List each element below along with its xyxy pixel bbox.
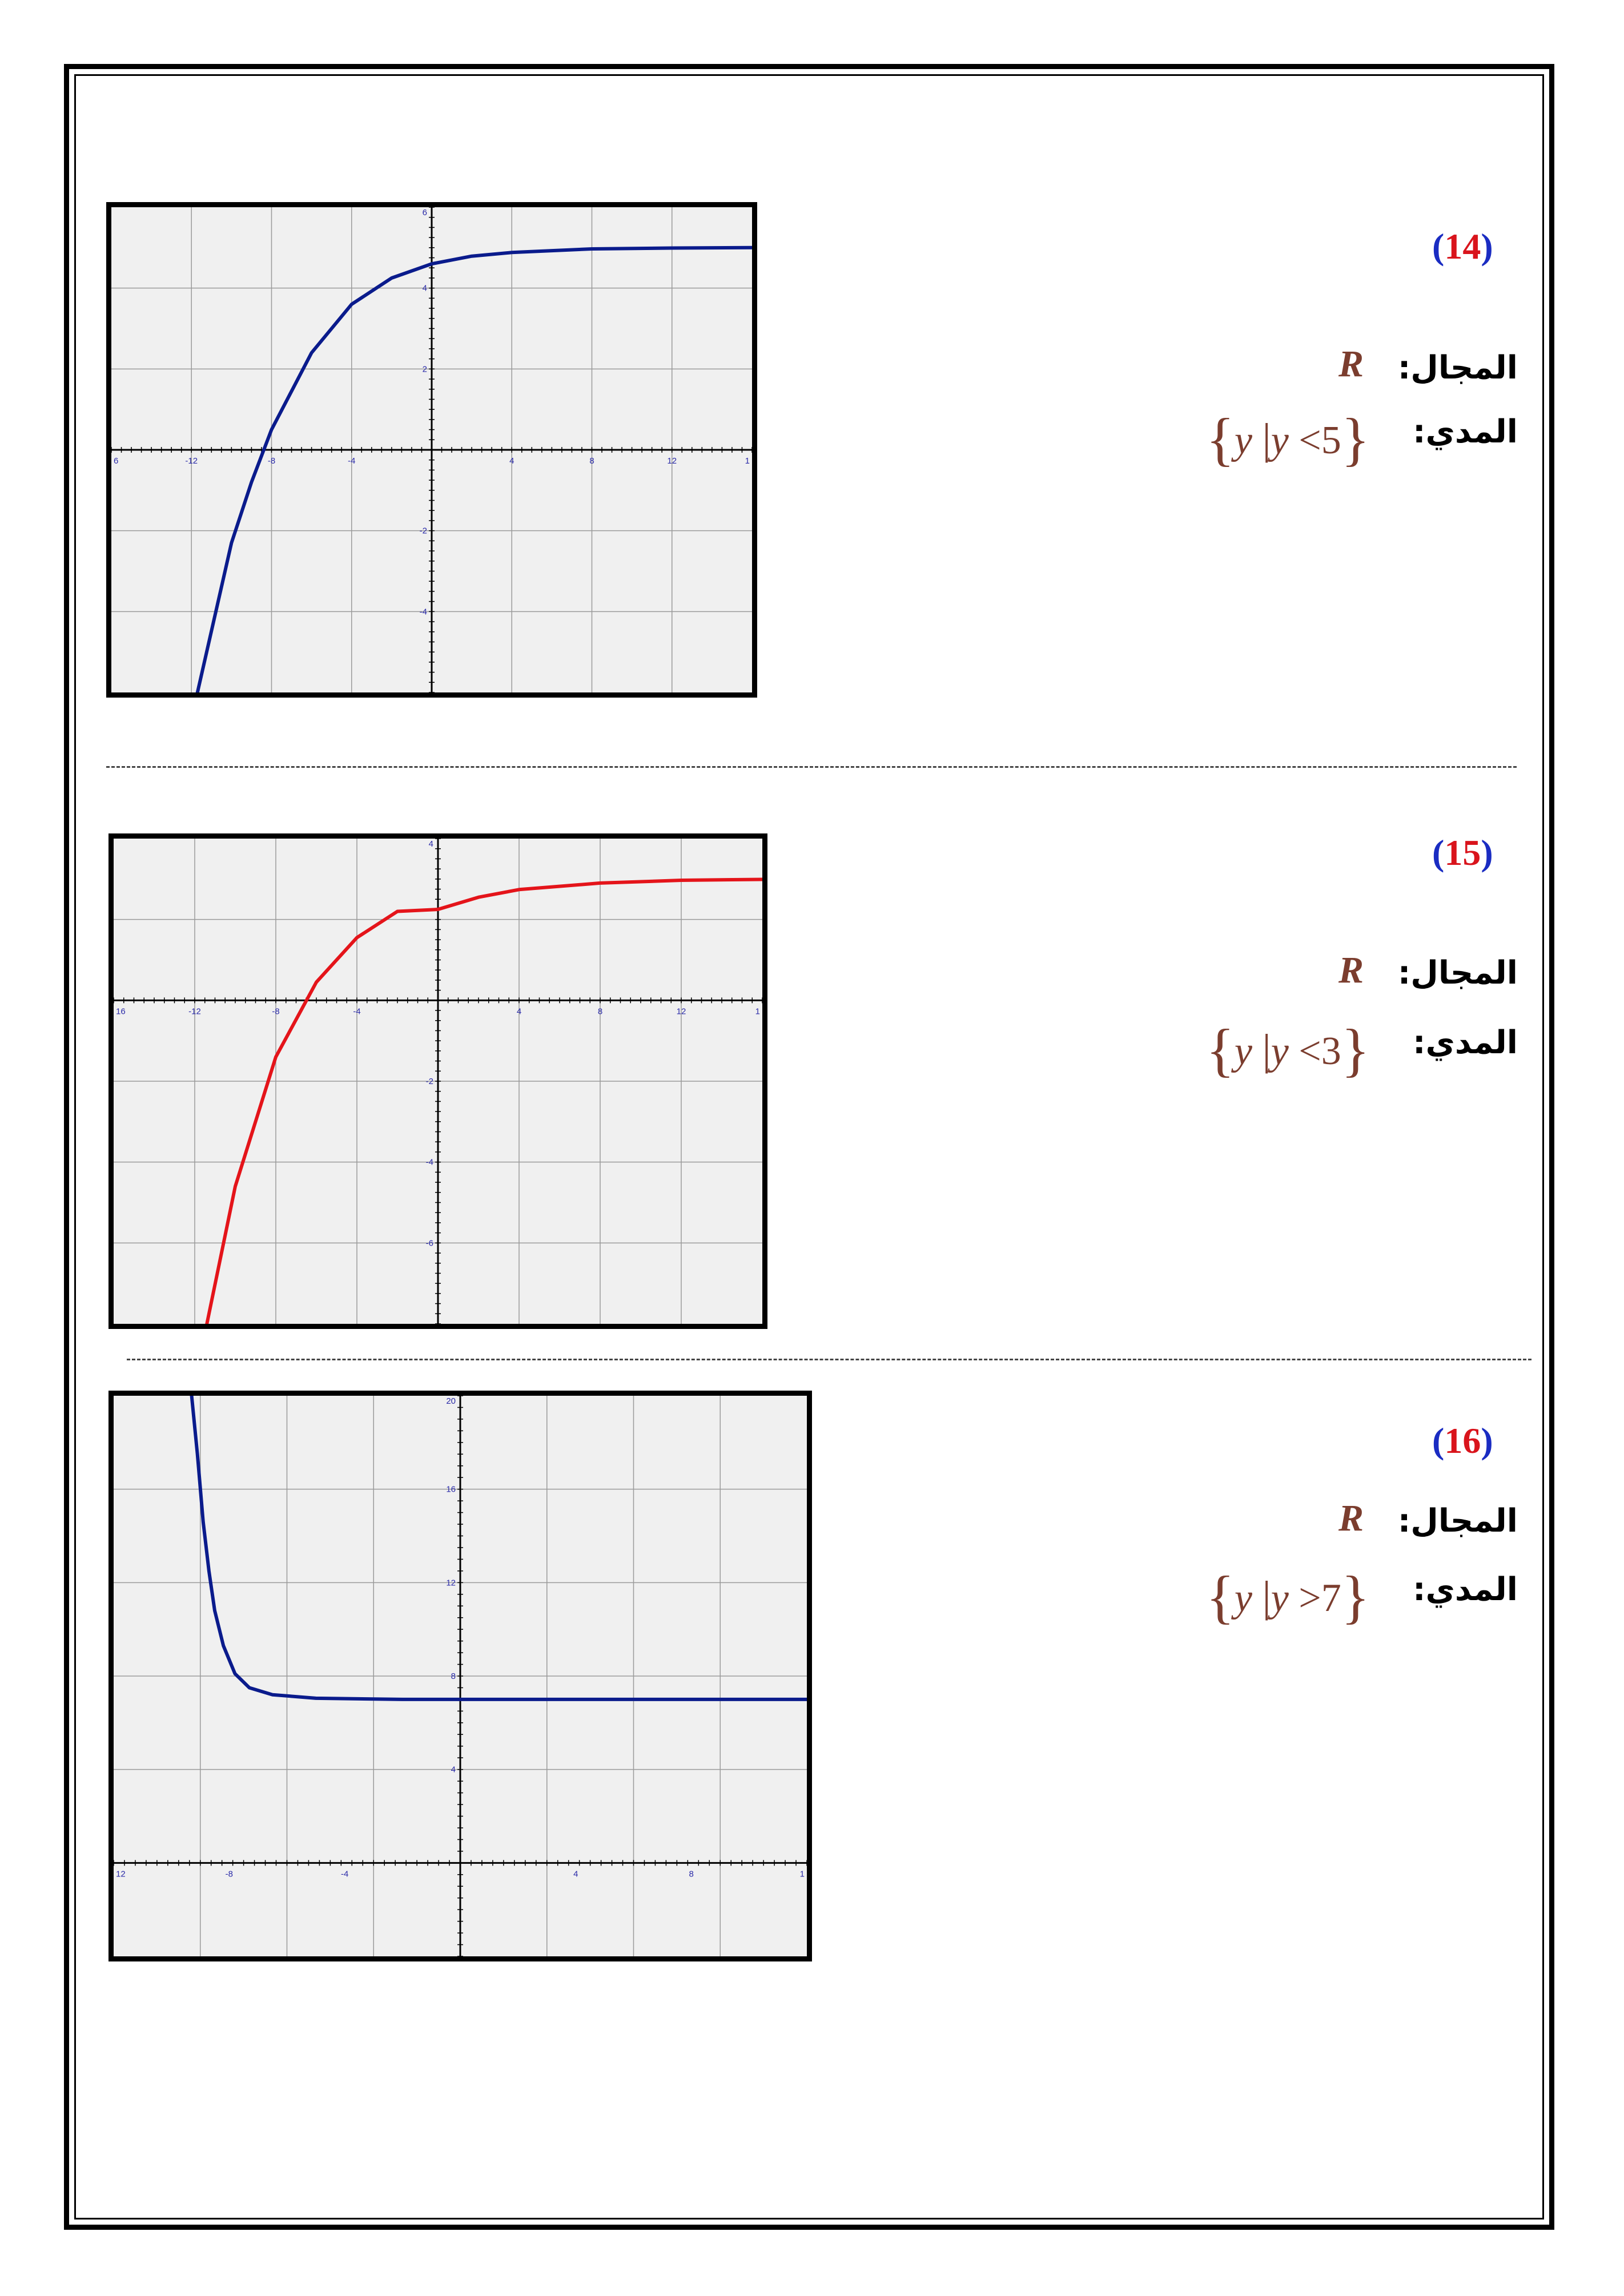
y-tick-label: -2 (419, 526, 427, 536)
problem-number: (14) (1432, 226, 1493, 267)
x-tick-label: -8 (225, 1869, 234, 1879)
x-edge-label-right: 1 (745, 456, 750, 466)
problem-number-digits: 16 (1444, 1420, 1481, 1461)
x-tick-label: 4 (573, 1869, 578, 1879)
y-tick-label: -4 (419, 607, 427, 617)
problem-number-digits: 15 (1444, 832, 1481, 873)
x-tick-label: -4 (353, 1006, 361, 1017)
section-divider (127, 1359, 1531, 1360)
x-tick-label: 4 (509, 456, 514, 466)
y-tick-label: 4 (451, 1765, 456, 1775)
x-tick-label: -4 (340, 1869, 349, 1879)
x-edge-label-left: 16 (116, 1006, 126, 1017)
section-divider (106, 766, 1517, 768)
y-tick-label: 12 (446, 1578, 456, 1588)
range-label: المدي: (1413, 413, 1518, 450)
y-tick-label: 8 (451, 1671, 456, 1681)
range-set: {y |y <5} (1206, 406, 1370, 472)
graph-15 (108, 833, 767, 1329)
y-tick-label: 16 (446, 1484, 456, 1495)
y-edge-label-top: 20 (446, 1396, 456, 1406)
x-tick-label: 12 (667, 456, 677, 466)
problem-number-digits: 14 (1444, 226, 1481, 267)
x-tick-label: 8 (597, 1006, 603, 1017)
y-edge-label-top: 6 (422, 208, 427, 217)
domain-value: R (1338, 343, 1364, 385)
y-tick-label: 2 (422, 364, 427, 374)
y-tick-label: -2 (425, 1077, 433, 1086)
x-tick-label: 8 (689, 1869, 694, 1879)
function-curve (207, 880, 762, 1324)
x-tick-label: 8 (589, 456, 594, 466)
y-tick-label: 4 (422, 283, 427, 293)
problem-number: (16) (1432, 1420, 1493, 1461)
domain-value: R (1338, 1497, 1364, 1539)
y-tick-label: -6 (425, 1238, 433, 1248)
domain-label: المجال: (1397, 954, 1518, 992)
graph-16 (108, 1391, 812, 1961)
range-set: {y |y <3} (1206, 1017, 1370, 1083)
x-tick-label: 4 (516, 1006, 522, 1017)
x-edge-label-left: 12 (116, 1869, 126, 1879)
chart-svg (111, 207, 752, 692)
domain-value: R (1338, 949, 1364, 991)
x-tick-label: -4 (348, 456, 356, 466)
x-edge-label-left: 6 (114, 456, 119, 466)
x-tick-label: -8 (272, 1006, 280, 1017)
range-label: المدي: (1413, 1571, 1518, 1608)
x-tick-label: -12 (185, 456, 198, 466)
problem-number: (15) (1432, 832, 1493, 873)
function-curve (198, 248, 752, 692)
x-edge-label-right: 1 (755, 1006, 760, 1017)
domain-label: المجال: (1397, 1503, 1518, 1540)
range-set: {y |y >7} (1206, 1564, 1370, 1630)
range-label: المدي: (1413, 1024, 1518, 1061)
domain-label: المجال: (1397, 349, 1518, 386)
y-edge-label-top: 4 (428, 839, 433, 849)
chart-svg (114, 839, 762, 1324)
function-curve (192, 1396, 807, 1699)
x-tick-label: -12 (188, 1006, 201, 1017)
x-tick-label: -8 (267, 456, 276, 466)
y-tick-label: -4 (425, 1157, 433, 1167)
graph-14 (106, 202, 757, 698)
x-tick-label: 12 (676, 1006, 686, 1017)
x-edge-label-right: 1 (799, 1869, 805, 1879)
chart-svg (114, 1396, 807, 1956)
